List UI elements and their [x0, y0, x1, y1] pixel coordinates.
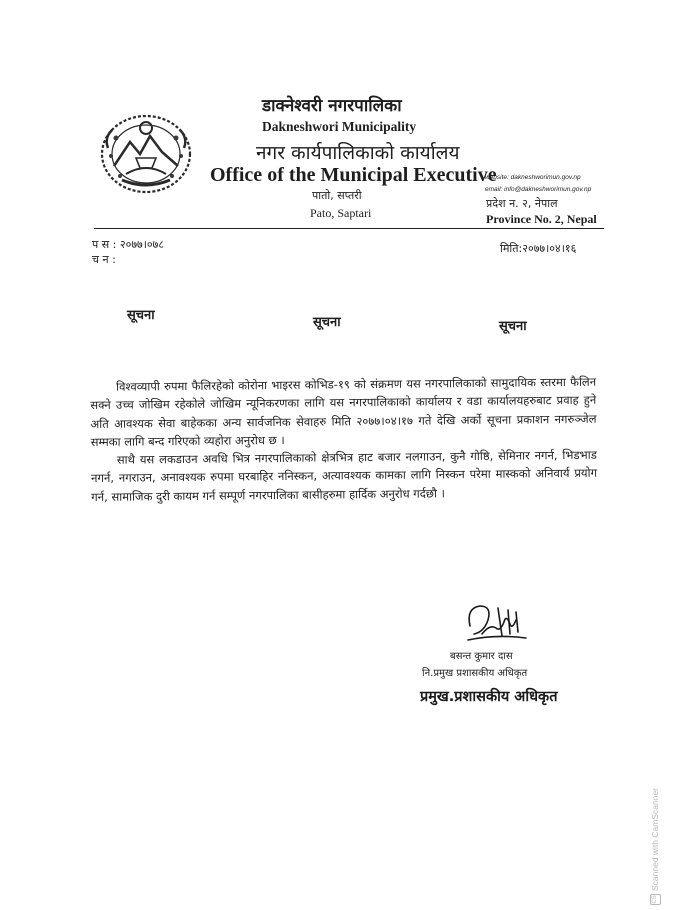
- office-name-english: Office of the Municipal Executive: [210, 164, 497, 186]
- address-english: Pato, Saptari: [310, 206, 372, 220]
- letter-date: मिति:२०७७।०४।१६: [500, 242, 577, 255]
- municipality-name-nepali: डाक्नेश्वरी नगरपालिका: [262, 96, 402, 116]
- signer-designation: नि.प्रमुख प्रशासकीय अधिकृत: [422, 668, 528, 679]
- notice-heading: सूचना: [313, 315, 341, 330]
- province-nepali: प्रदेश न. २, नेपाल: [486, 197, 558, 210]
- letter-number: प स : २०७७।०७८: [92, 238, 165, 251]
- letterhead-divider: [94, 228, 604, 229]
- dispatch-number: च न :: [92, 253, 116, 266]
- province-english: Province No. 2, Nepal: [486, 212, 597, 226]
- municipality-name-english: Dakneshwori Municipality: [262, 119, 417, 134]
- camscanner-icon: CS: [650, 894, 661, 905]
- email: email: info@dakneshworimun.gov.np: [485, 186, 592, 193]
- nepal-government-emblem-icon: [96, 108, 196, 198]
- contact-info: [485, 172, 591, 196]
- scanner-watermark: [650, 755, 661, 905]
- address-nepali: पातो, सप्तरी: [312, 189, 362, 202]
- notice-heading: सूचना: [127, 308, 155, 323]
- official-stamp-text: प्रमुख.प्रशासकीय अधिकृत: [420, 689, 558, 705]
- signer-name: बसन्त कुमार दास: [450, 651, 513, 662]
- handwritten-signature-icon: [462, 598, 532, 646]
- body-paragraph: विश्वव्यापी रुपमा फैलिरहेको कोरोना भाइरस कोभिड-१९ को संक्रमण यस नगरपालिकाको सामुदायिक स्तरमा फैलिन सक्ने उच्च जोखिम रहेकोले जोखिम न्यूनिकरणका लागि यस नगरपालिकाको कार्यालय र वडा कार्यालयहरुबाट प्रवाह हुने अति आवश्यक सेवा बाहेकका अन्य सार्वजनिक सेवाहरु मिति २०७७।०४।१७ गते देखि अर्को सूचना प्रकाशन नगरुञ्जेल सम्मका लागि बन्द गरिएको व्यहोरा अनुरोध छ ।: [90, 374, 597, 449]
- office-name-nepali: नगर कार्यपालिकाको कार्यालय: [256, 142, 460, 164]
- watermark-text: Scanned with CamScanner: [650, 787, 660, 891]
- notice-body: [90, 373, 597, 506]
- website: website: dakneshworimun.gov.np: [485, 174, 581, 181]
- body-paragraph: साथै यस लकडाउन अवधि भित्र नगरपालिकाको क्षेत्रभित्र हाट बजार नलगाउन, कुनै गोष्ठि, सेमिनार नगर्न, भिडभाड नगर्न, नगराउन, अनावश्यक रुपमा घरबाहिर ननिस्कन, अत्यावश्यक कामका लागि निस्कन परेमा मास्कको अनिवार्य प्रयोग गर्न, सामाजिक दुरी कायम गर्न सम्पूर्ण नगरपालिका बासीहरुमा हार्दिक अनुरोध गर्दछौ ।: [90, 447, 598, 504]
- notice-heading: सूचना: [499, 319, 527, 334]
